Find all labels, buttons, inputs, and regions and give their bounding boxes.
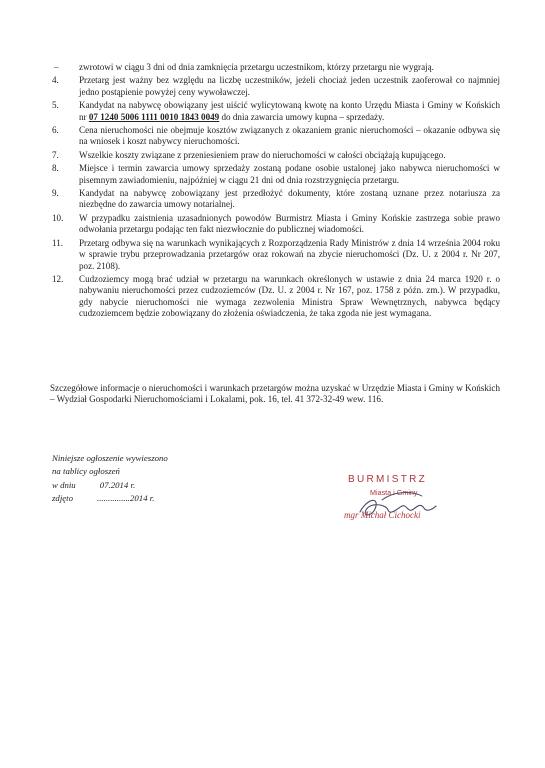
contact-information: Szczegółowe informacje o nieruchomości i warunkach przetargów można uzyskać w Urzędzie Miasta i Gminy w Końskich – Wydział Gospodarki Nieruchomościami i Lokalami, pok. 16, tel. 41 372-32-49 wew. 116. <box>50 383 500 405</box>
item-text: zwrotowi w ciągu 3 dni od dnia zamknięcia przetargu uczestnikom, którzy przetargu nie wygrają. <box>79 62 434 72</box>
list-item <box>52 150 500 161</box>
item-text: Kandydat na nabywcę zobowiązany jest przedłożyć dokumenty, które zostaną uznane przez notariusza za niezbędne do zawarcia umowy notarialnej. <box>79 188 500 210</box>
notice-posted-date <box>52 479 232 492</box>
notice-line: Niniejsze ogłoszenie wywieszono <box>52 453 168 463</box>
notice-label: zdjęto <box>52 493 74 504</box>
item-text-before: Kandydat na nabywcę obowiązany jest uiścić wylicytowaną kwotę na konto Urzędu Miasta i Gminy w Końskich nr <box>79 100 500 122</box>
list-item <box>52 62 500 73</box>
item-text: Cudzoziemcy mogą brać udział w przetargu na warunkach określonych w ustawie z dnia 24 marca 1920 r. o nabywaniu nieruchomości przez cudzoziemców (Dz. U. z 2004 r. Nr 167, poz. 1758 z późn. zm.). W przypadku, gdy nabycie nieruchomości nie wymaga zezwolenia Ministra Spraw Wewnętrznych, nabywca będący cudzoziemcem będzie zobowiązany do złożenia oświadczenia, że taka zgoda nie jest wymagana. <box>79 273 500 319</box>
item-number: 10. <box>52 212 64 223</box>
list-item <box>52 163 500 186</box>
list-item <box>52 188 500 211</box>
list-item <box>52 213 500 236</box>
posting-notice <box>52 452 232 506</box>
bank-account-number: 07 1240 5006 1111 0010 1843 0049 <box>88 111 220 122</box>
item-text: Miejsce i termin zawarcia umowy sprzedaży zostaną podane osobie ustalonej jako nabywca nieruchomości w pisemnym zawiadomieniu, najpóźniej w ciągu 21 dni od dnia rozstrzygnięcia przetargu. <box>79 163 500 185</box>
item-text: Przetarg odbywa się na warunkach wynikających z Rozporządzenia Rady Ministrów z dnia 14 września 2004 roku w sprawie trybu przeprowadzania przetargów oraz rokowań na zbycie nieruchomości (Dz. U. z 2004 r. Nr 207, poz. 2108). <box>79 237 500 271</box>
handwritten-signature <box>352 486 442 526</box>
stamp-title: BURMISTRZ <box>348 474 428 485</box>
item-text-after: do dnia zawarcia umowy kupna – sprzedaży. <box>219 111 385 122</box>
item-number: 9. <box>52 188 59 199</box>
item-number: 8. <box>52 163 59 174</box>
item-text <box>79 100 500 123</box>
conditions-list <box>52 62 500 322</box>
item-number: 6. <box>52 125 59 136</box>
notice-label: w dniu <box>52 479 76 490</box>
list-item <box>52 75 500 98</box>
item-number: 12. <box>52 273 64 284</box>
item-number: 4. <box>52 75 59 86</box>
item-text: Cena nieruchomości nie obejmuje kosztów związanych z okazaniem granic nieruchomości – okazanie odbywa się na wniosek i koszt nabywcy nieruchomości. <box>79 125 500 147</box>
notice-value: 07.2014 r. <box>99 479 136 490</box>
item-text: Przetarg jest ważny bez względu na liczbę uczestników, jeżeli chociaż jeden uczestnik zaoferował co najmniej jedno postąpienie powyżej ceny wywoławczej. <box>79 75 500 97</box>
notice-line: na tablicy ogłoszeń <box>52 466 120 477</box>
notice-removed-date <box>52 492 232 505</box>
stamp-subtitle: Miasta i Gminy <box>370 488 418 497</box>
item-text: W przypadku zaistnienia uzasadnionych powodów Burmistrz Miasta i Gminy Końskie zastrzega sobie prawo odwołania przetargu podając ten fakt niezwłocznie do publicznej wiadomości. <box>79 212 500 235</box>
stamp-name: mgr Michał Cichocki <box>344 510 421 520</box>
item-number: 7. <box>52 149 59 160</box>
item-text: Wszelkie koszty związane z przeniesieniem praw do nieruchomości w całości obciążają kupującego. <box>79 149 446 160</box>
list-item <box>52 125 500 148</box>
notice-value: ...............2014 r. <box>97 493 155 504</box>
list-item <box>52 274 500 320</box>
item-number: 5. <box>52 100 59 111</box>
item-marker: – <box>54 62 59 72</box>
list-item <box>52 238 500 272</box>
item-number: 11. <box>52 237 64 248</box>
list-item <box>52 100 500 123</box>
